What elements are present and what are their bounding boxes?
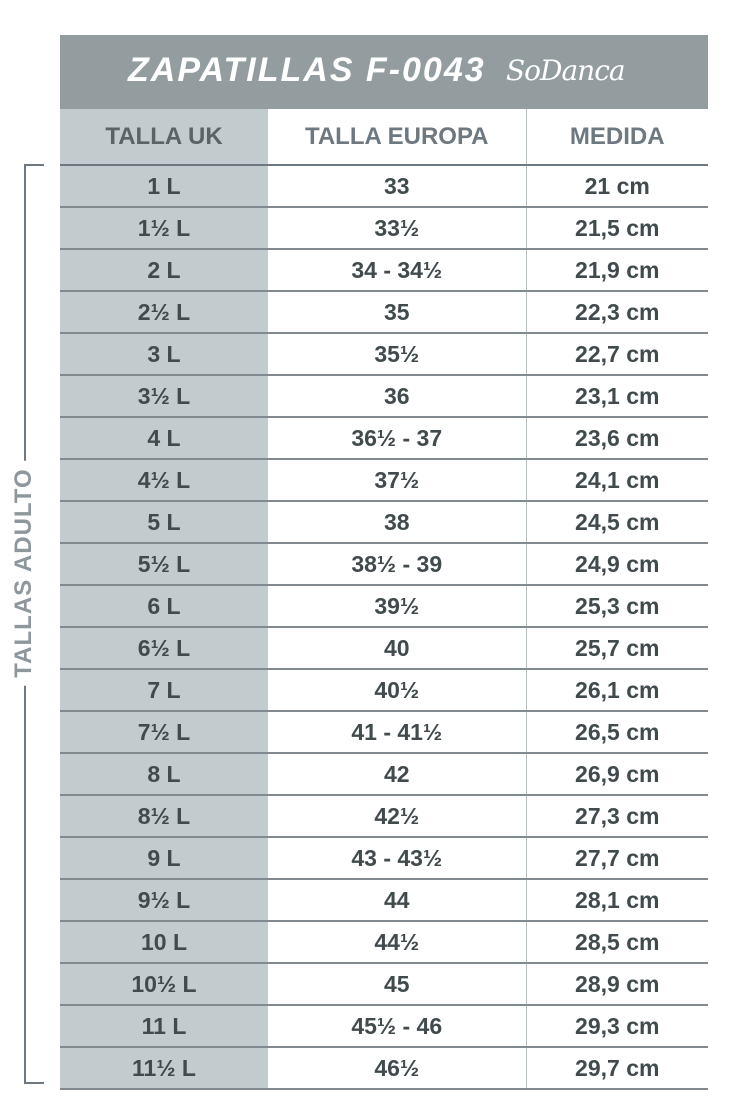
table-row — [60, 459, 708, 501]
measure-cell: 28,9 cm — [526, 963, 708, 1005]
table-row — [60, 291, 708, 333]
table-row — [60, 711, 708, 753]
column-header-europe: TALLA EUROPA — [268, 109, 526, 165]
measure-cell: 22,3 cm — [526, 291, 708, 333]
measure-cell: 21,9 cm — [526, 249, 708, 291]
uk-size-cell: 3 L — [60, 333, 268, 375]
table-row — [60, 543, 708, 585]
uk-size-cell: 7 L — [60, 669, 268, 711]
uk-size-cell: 4 L — [60, 417, 268, 459]
size-table — [60, 109, 708, 1090]
table-row — [60, 417, 708, 459]
europe-size-cell: 42½ — [268, 795, 526, 837]
measure-cell: 27,7 cm — [526, 837, 708, 879]
uk-size-cell: 2½ L — [60, 291, 268, 333]
table-row — [60, 921, 708, 963]
table-row — [60, 333, 708, 375]
table-row — [60, 249, 708, 291]
europe-size-cell: 40½ — [268, 669, 526, 711]
table-row — [60, 375, 708, 417]
table-row — [60, 879, 708, 921]
table-row — [60, 753, 708, 795]
table-row — [60, 669, 708, 711]
table-row — [60, 165, 708, 207]
brand-logo: SoDanca — [506, 54, 625, 87]
measure-cell: 26,9 cm — [526, 753, 708, 795]
table-row — [60, 795, 708, 837]
measure-cell: 28,5 cm — [526, 921, 708, 963]
uk-size-cell: 9 L — [60, 837, 268, 879]
europe-size-cell: 34 - 34½ — [268, 249, 526, 291]
europe-size-cell: 46½ — [268, 1047, 526, 1089]
measure-cell: 25,7 cm — [526, 627, 708, 669]
europe-size-cell: 41 - 41½ — [268, 711, 526, 753]
uk-size-cell: 8 L — [60, 753, 268, 795]
measure-cell: 29,7 cm — [526, 1047, 708, 1089]
uk-size-cell: 3½ L — [60, 375, 268, 417]
column-header-uk: TALLA UK — [60, 109, 268, 165]
measure-cell: 28,1 cm — [526, 879, 708, 921]
uk-size-cell: 11 L — [60, 1005, 268, 1047]
europe-size-cell: 36½ - 37 — [268, 417, 526, 459]
measure-cell: 26,1 cm — [526, 669, 708, 711]
table-row — [60, 501, 708, 543]
title-bar — [60, 35, 708, 109]
europe-size-cell: 42 — [268, 753, 526, 795]
page-title: ZAPATILLAS F-0043 — [128, 51, 486, 89]
uk-size-cell: 10½ L — [60, 963, 268, 1005]
table-row — [60, 963, 708, 1005]
table-row — [60, 585, 708, 627]
uk-size-cell: 6½ L — [60, 627, 268, 669]
uk-size-cell: 6 L — [60, 585, 268, 627]
europe-size-cell: 33½ — [268, 207, 526, 249]
measure-cell: 25,3 cm — [526, 585, 708, 627]
europe-size-cell: 33 — [268, 165, 526, 207]
measure-cell: 29,3 cm — [526, 1005, 708, 1047]
europe-size-cell: 37½ — [268, 459, 526, 501]
uk-size-cell: 10 L — [60, 921, 268, 963]
table-row — [60, 1047, 708, 1089]
europe-size-cell: 38½ - 39 — [268, 543, 526, 585]
europe-size-cell: 35½ — [268, 333, 526, 375]
measure-cell: 22,7 cm — [526, 333, 708, 375]
column-header-measure: MEDIDA — [526, 109, 708, 165]
europe-size-cell: 35 — [268, 291, 526, 333]
uk-size-cell: 8½ L — [60, 795, 268, 837]
uk-size-cell: 4½ L — [60, 459, 268, 501]
measure-cell: 21 cm — [526, 165, 708, 207]
table-body — [60, 165, 708, 1089]
europe-size-cell: 44½ — [268, 921, 526, 963]
europe-size-cell: 39½ — [268, 585, 526, 627]
europe-size-cell: 44 — [268, 879, 526, 921]
table-row — [60, 627, 708, 669]
measure-cell: 27,3 cm — [526, 795, 708, 837]
europe-size-cell: 43 - 43½ — [268, 837, 526, 879]
measure-cell: 23,1 cm — [526, 375, 708, 417]
table-row — [60, 837, 708, 879]
measure-cell: 21,5 cm — [526, 207, 708, 249]
uk-size-cell: 9½ L — [60, 879, 268, 921]
measure-cell: 24,5 cm — [526, 501, 708, 543]
measure-cell: 26,5 cm — [526, 711, 708, 753]
uk-size-cell: 7½ L — [60, 711, 268, 753]
europe-size-cell: 45 — [268, 963, 526, 1005]
adult-sizes-label: TALLAS ADULTO — [10, 460, 38, 685]
table-row — [60, 207, 708, 249]
uk-size-cell: 2 L — [60, 249, 268, 291]
uk-size-cell: 5½ L — [60, 543, 268, 585]
uk-size-cell: 1 L — [60, 165, 268, 207]
europe-size-cell: 40 — [268, 627, 526, 669]
europe-size-cell: 45½ - 46 — [268, 1005, 526, 1047]
europe-size-cell: 38 — [268, 501, 526, 543]
table-row — [60, 1005, 708, 1047]
uk-size-cell: 11½ L — [60, 1047, 268, 1089]
table-header-row — [60, 109, 708, 165]
measure-cell: 23,6 cm — [526, 417, 708, 459]
uk-size-cell: 5 L — [60, 501, 268, 543]
measure-cell: 24,9 cm — [526, 543, 708, 585]
europe-size-cell: 36 — [268, 375, 526, 417]
uk-size-cell: 1½ L — [60, 207, 268, 249]
measure-cell: 24,1 cm — [526, 459, 708, 501]
